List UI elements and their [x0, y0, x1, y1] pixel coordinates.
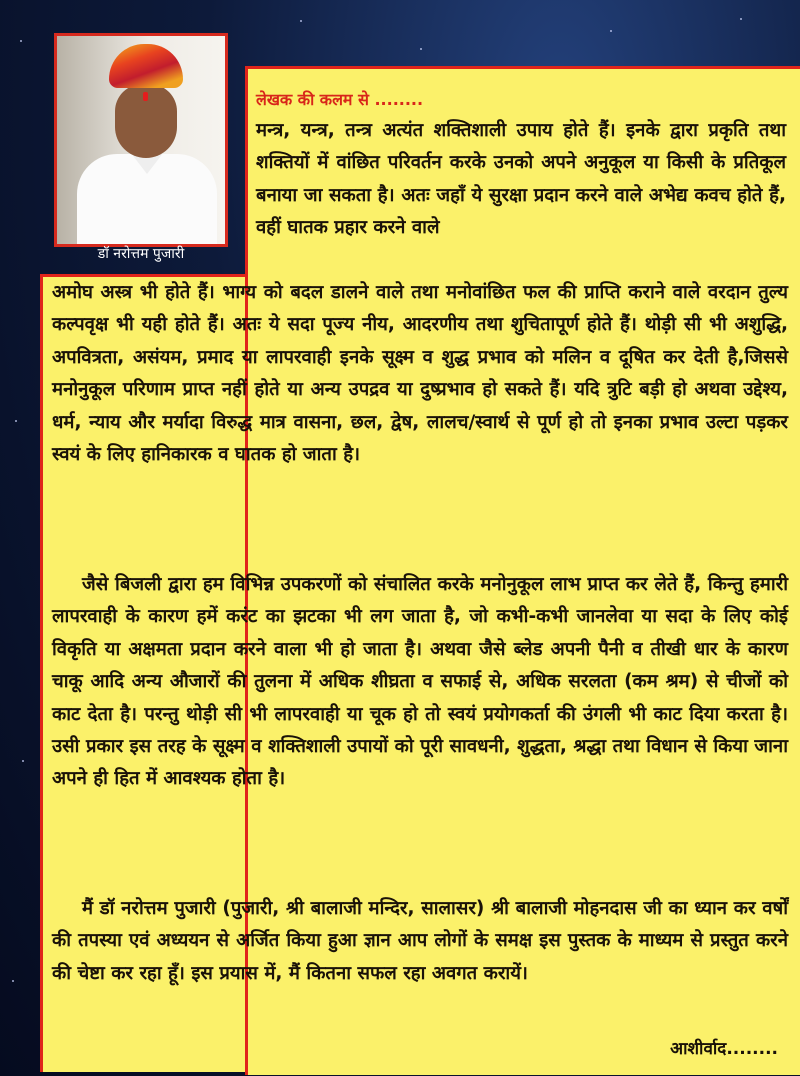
paragraph-3: मैं डॉ नरोत्तम पुजारी (पुजारी, श्री बालाजी मन्दिर, सालासर) श्री बालाजी मोहनदास जी का ध्यान कर वर्षों की तपस्या एवं अध्ययन से अर्जित किया हुआ ज्ञान आप लोगों के समक्ष इस पुस्तक के माध्यम से प्रस्तुत करने की चेष्टा कर रहा हूँ। इस प्रयास में, मैं कितना सफल रहा अवगत करायें।: [52, 898, 788, 984]
paragraph-1-bottom: अमोघ अस्त्र भी होते हैं। भाग्य को बदल डालने वाले तथा मनोवांछित फल की प्राप्ति कराने वाले वरदान तुल्य कल्पवृक्ष भी यही होते हैं। अतः ये सदा पूज्य नीय, आदरणीय तथा शुचितापूर्ण होते हैं। थोड़ी सी भी अशुद्धि, अपवित्रता, असंयम, प्रमाद या लापरवाही इनके सूक्ष्म व शुद्ध प्रभाव को मलिन व दूषित कर देती है,जिससे मनोनुकूल परिणाम प्राप्त नहीं होते या अन्य उपद्रव या दुष्प्रभाव हो सकते हैं। यदि त्रुटि बड़ी हो अथवा उद्देश्य, धर्म, न्याय और मर्यादा विरुद्ध मात्र वासना, छल, द्वेष, लालच/स्वार्थ से पूर्ण हो तो इनका प्रभाव उल्टा पड़कर स्वयं के लिए हानिकारक व घातक हो जाता है।: [52, 282, 788, 466]
page-heading: लेखक की कलम से ........: [256, 90, 424, 109]
paragraph-2: जैसे बिजली द्वारा हम विभिन्न उपकरणों को संचालित करके मनोनुकूल लाभ प्राप्त कर लेते हैं, किन्तु हमारी लापरवाही के कारण हमें करंट का झटका भी लग जाता है, जो कभी-कभी जानलेवा या सदा के लिए कोई विकृति या अक्षमता प्रदान करने वाला भी हो जाता है। अथवा जैसे ब्लेड अपनी पैनी व तीखी धार के कारण चाकू आदि अन्य औजारों की तुलना में अधिक शीघ्रता व सफाई से, अधिक सरलता (कम श्रम) से चीजों को काट देता है। परन्तु थोड़ी सी भी लापरवाही या चूक हो तो स्वयं प्रयोगकर्ता की उंगली भी काट दिया करता है। उसी प्रकार इस तरह के सूक्ष्म व शक्तिशाली उपायों को पूरी सावधनी, शुद्धता, श्रद्धा तथा विधान से किया जाना अपने ही हित में आवश्यक होता है।: [52, 574, 788, 790]
paragraph-1-top: मन्त्र, यन्त्र, तन्त्र अत्यंत शक्तिशाली उपाय होते हैं। इनके द्वारा प्रकृति तथा शक्तियों में वांछित परिवर्तन करके उनको अपने अनुकूल या किसी के प्रतिकूल बनाया जा सकता है। अतः जहाँ ये सुरक्षा प्रदान करने वाले अभेद्य कवच होते हैं, वहीं घातक प्रहार करने वाले: [256, 120, 786, 239]
signoff: आशीर्वाद........: [670, 1039, 778, 1059]
author-photo: [54, 33, 228, 247]
author-caption: डॉ नरोत्तम पुजारी: [97, 246, 185, 262]
